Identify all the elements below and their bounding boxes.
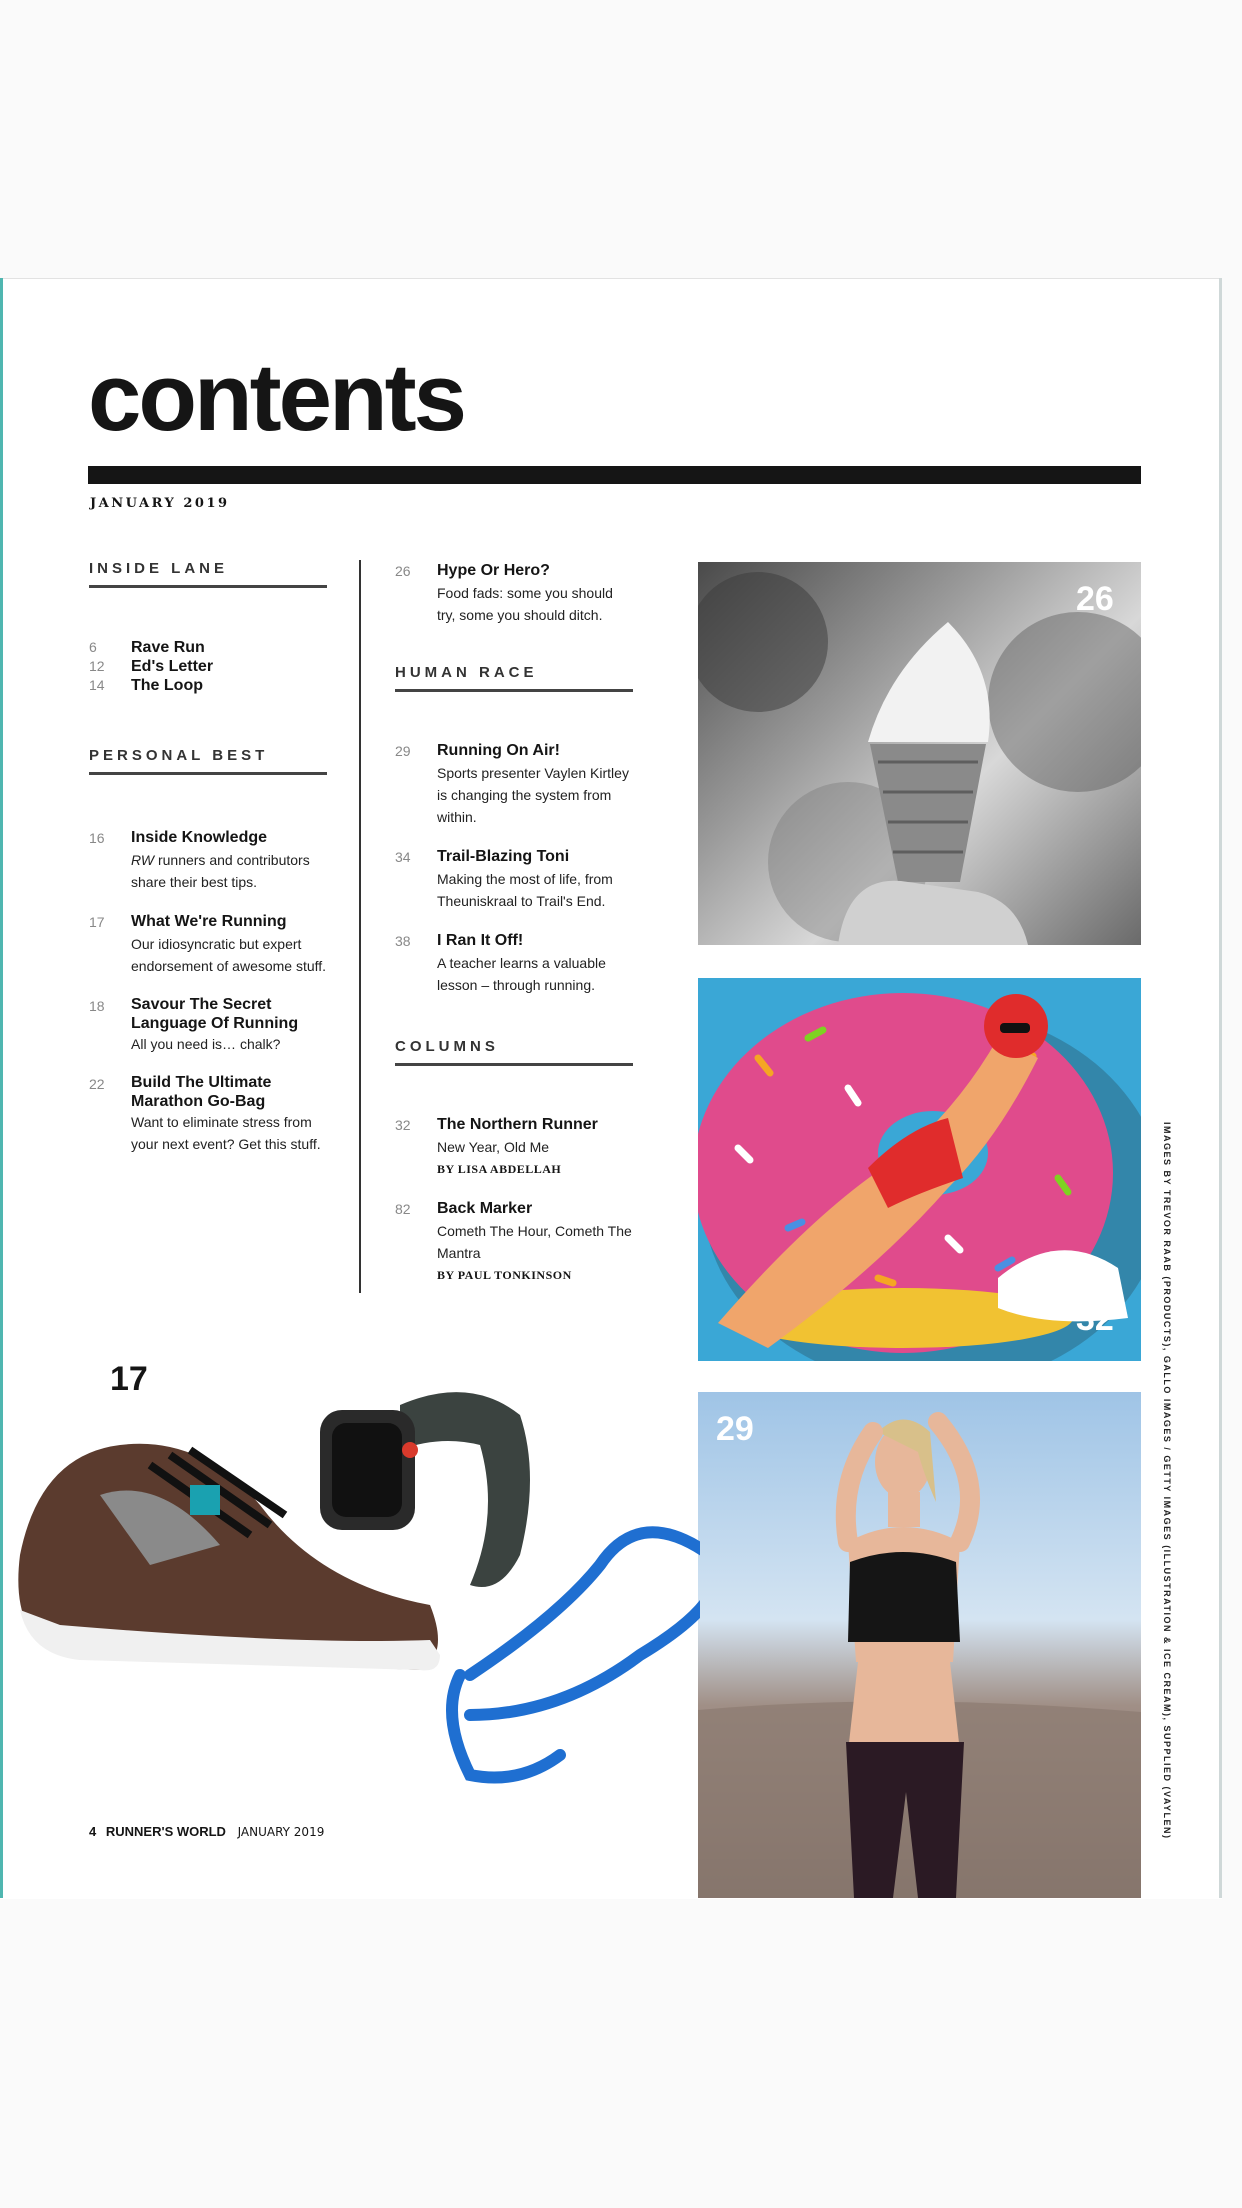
toc-item-title: The Loop [131, 677, 203, 694]
toc-item-the-loop[interactable] [89, 676, 339, 695]
page-number: 38 [395, 933, 411, 949]
toc-item-savour-the-secret[interactable] [89, 995, 339, 1055]
toc-item-inside-knowledge[interactable] [89, 827, 339, 893]
title-rule [88, 466, 1141, 484]
middle-column [395, 560, 635, 1286]
footer-page-number: 4 [89, 1824, 97, 1839]
toc-item-marathon-go-bag[interactable] [89, 1073, 339, 1155]
section-columns: COLUMNS [395, 1038, 633, 1066]
toc-item-title: Build The Ultimate Marathon Go-Bag [131, 1074, 272, 1110]
page-number: 29 [395, 743, 411, 759]
toc-item-title: Trail-Blazing Toni [437, 848, 570, 865]
runner-illustration [698, 1392, 1141, 1898]
footer-magazine-name: RUNNER'S WORLD [105, 1824, 226, 1839]
gear-products-image[interactable] [0, 1355, 700, 1815]
photo-donut-illustration[interactable] [698, 978, 1141, 1361]
page-title: contents [88, 344, 465, 451]
toc-item-title: What We're Running [131, 913, 287, 930]
toc-item-title: The Northern Runner [437, 1116, 598, 1133]
toc-item-description: A teacher learns a valuable lesson – through running. [437, 955, 606, 993]
toc-item-title: Running On Air! [437, 742, 560, 759]
page-number-badge: 32 [1076, 1300, 1114, 1338]
toc-item-rave-run[interactable] [89, 638, 339, 657]
footer-issue: JANUARY 2019 [237, 1825, 325, 1839]
toc-item-hype-or-hero[interactable] [395, 560, 635, 626]
page-number-badge: 29 [716, 1410, 754, 1448]
toc-item-i-ran-it-off[interactable] [395, 930, 635, 996]
section-inside-lane: INSIDE LANE [89, 560, 327, 588]
toc-item-description: Our idiosyncratic but expert endorsement of awesome stuff. [131, 936, 327, 974]
toc-item-what-were-running[interactable] [89, 911, 339, 977]
toc-item-description: All you need is… chalk? [131, 1036, 281, 1052]
page-number-badge: 26 [1076, 580, 1114, 618]
section-personal-best: PERSONAL BEST [89, 747, 327, 775]
column-divider [359, 560, 361, 1293]
page-edge-right [1219, 278, 1222, 1898]
issue-date: JANUARY 2019 [90, 496, 230, 511]
byline: BY LISA ABDELLAH [437, 1162, 562, 1176]
toc-item-title: Inside Knowledge [131, 829, 268, 846]
left-column [89, 560, 339, 1155]
page-number: 22 [89, 1076, 105, 1092]
toc-item-title: Back Marker [437, 1200, 533, 1217]
toc-item-description: Food fads: some you should try, some you should ditch. [437, 585, 613, 623]
page-footer [89, 1824, 324, 1839]
photo-ice-cream[interactable] [698, 562, 1141, 945]
toc-item-description: Cometh The Hour, Cometh The Mantra [437, 1223, 632, 1261]
page-number: 32 [395, 1117, 411, 1133]
section-human-race: HUMAN RACE [395, 664, 633, 692]
toc-item-northern-runner[interactable] [395, 1114, 635, 1180]
toc-item-eds-letter[interactable] [89, 657, 339, 676]
page-number: 14 [89, 677, 105, 693]
toc-item-running-on-air[interactable] [395, 740, 635, 828]
photo-runner[interactable] [698, 1392, 1141, 1898]
page-number: 26 [395, 563, 411, 579]
photo-credit: IMAGES BY TREVOR RAAB (PRODUCTS), GALLO IMAGES / GETTY IMAGES (ILLUSTRATION & ICE CREAM), SUPPLIED (VAYLEN) [1162, 1122, 1172, 1840]
byline: BY PAUL TONKINSON [437, 1268, 572, 1282]
smartwatch-icon [320, 1392, 530, 1587]
toc-item-description: RW runners and contributors share their best tips. [131, 852, 310, 890]
page-number: 82 [395, 1201, 411, 1217]
ice-cream-illustration [698, 562, 1141, 945]
toc-item-title: Rave Run [131, 639, 205, 656]
toc-item-back-marker[interactable] [395, 1198, 635, 1286]
toc-item-title: Savour The Secret Language Of Running [131, 996, 299, 1032]
gear-page-number: 17 [110, 1360, 148, 1398]
page-number: 12 [89, 658, 105, 674]
page-number: 34 [395, 849, 411, 865]
page-number: 16 [89, 830, 105, 846]
toc-item-title: Ed's Letter [131, 658, 214, 675]
toc-item-title: I Ran It Off! [437, 932, 524, 949]
donut-float-illustration [698, 978, 1141, 1361]
toc-item-description: Sports presenter Vaylen Kirtley is changing the system from within. [437, 765, 629, 825]
page-number: 6 [89, 639, 97, 655]
toc-item-title: Hype Or Hero? [437, 562, 550, 579]
toc-item-trail-blazing-toni[interactable] [395, 846, 635, 912]
toc-item-description: New Year, Old Me [437, 1139, 550, 1155]
page-number: 18 [89, 998, 105, 1014]
page-number: 17 [89, 914, 105, 930]
toc-item-description: Want to eliminate stress from your next event? Get this stuff. [131, 1114, 321, 1152]
toc-item-description: Making the most of life, from Theuniskraal to Trail's End. [437, 871, 613, 909]
